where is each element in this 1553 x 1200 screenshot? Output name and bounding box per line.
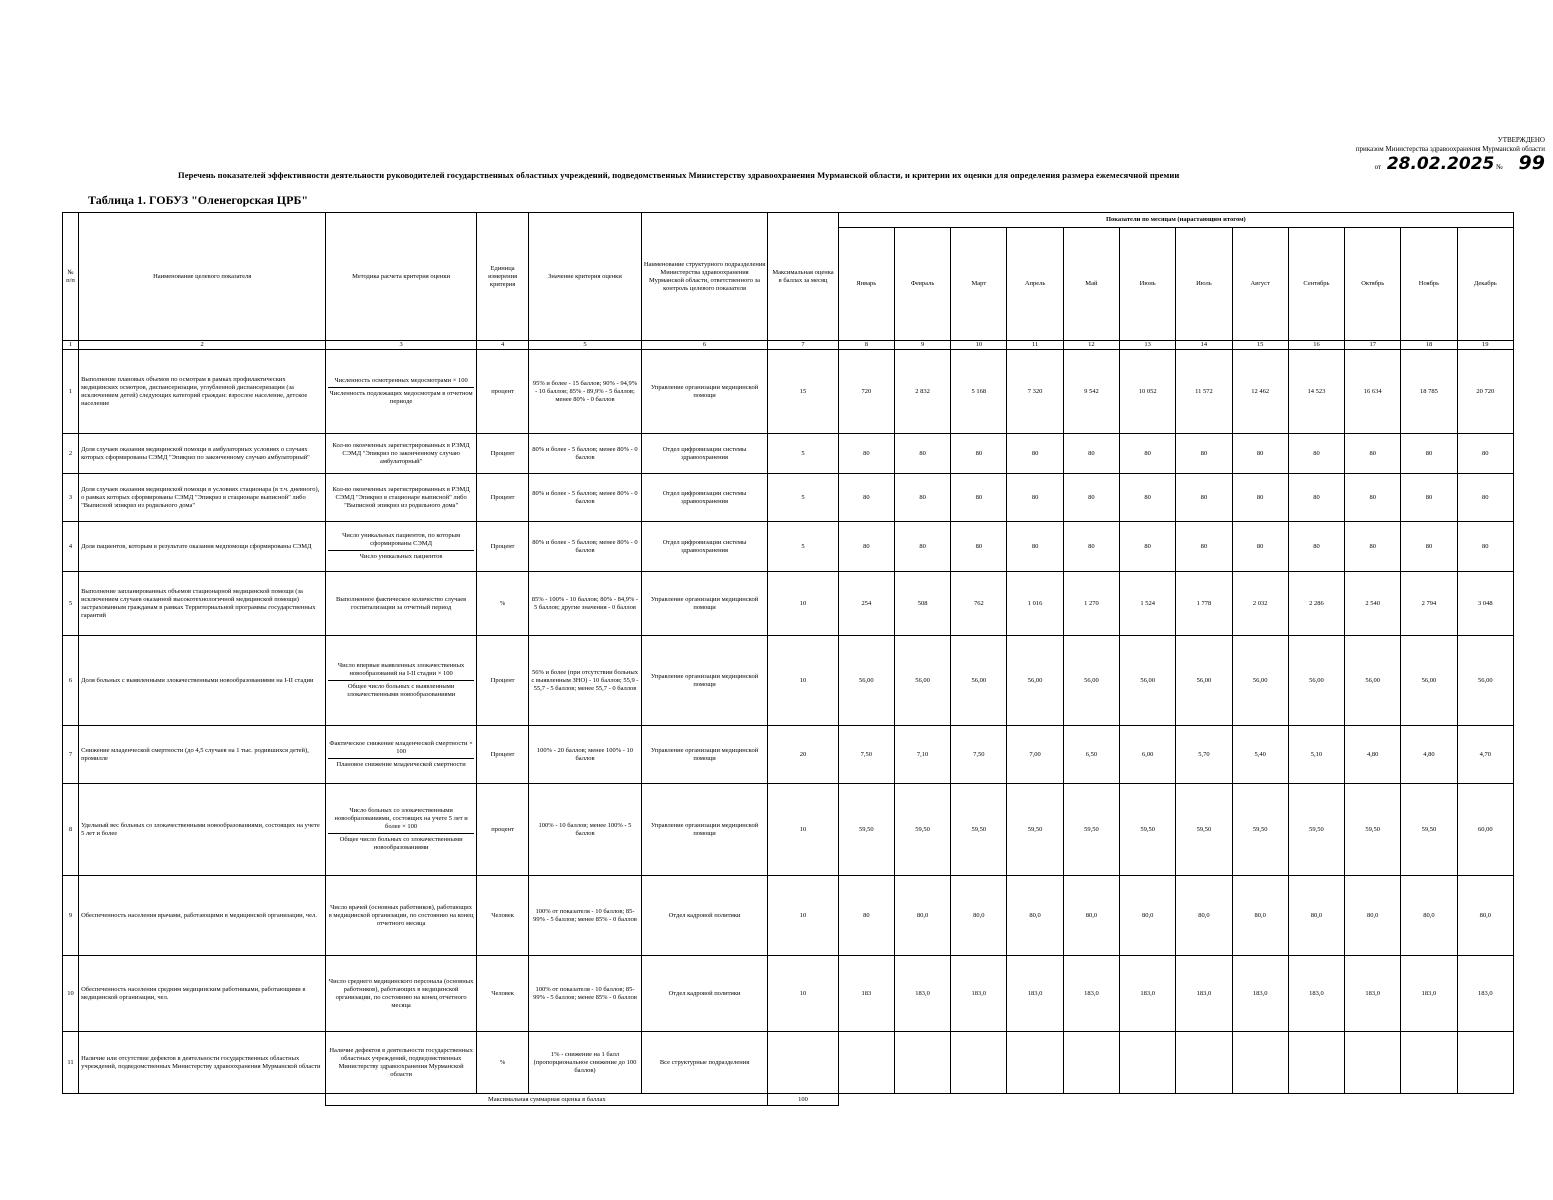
row-method: [326, 636, 477, 726]
month-value: 80: [838, 434, 894, 474]
header-method: Методика расчета критерия оценки: [326, 213, 477, 341]
column-number: 14: [1176, 341, 1232, 350]
month-value: 183: [838, 956, 894, 1032]
document-title: Перечень показателей эффективности деятельности руководителей государственных областных учреждений, подведомственных Министерству здравоохранения Мурманской области, и критерии их оценки для определения размера ежемесячной премии: [178, 170, 1180, 180]
row-unit: Человек: [476, 956, 528, 1032]
header-month: Октябрь: [1345, 228, 1401, 341]
row-dept: Управление организации медицинской помощи: [641, 636, 768, 726]
row-criteria: 100% - 10 баллов; менее 100% - 5 баллов: [529, 784, 642, 876]
row-max: 10: [768, 784, 838, 876]
header-month: Сентябрь: [1288, 228, 1344, 341]
row-unit: Процент: [476, 726, 528, 784]
row-num: 4: [63, 522, 79, 572]
row-name: Доля случаев оказания медицинской помощи в условиях стационара (в т.ч. дневного), о рамках которых сформированы СЭМД "Эпикриз в стационаре выписной" либо "Выписной эпикриз из родильного дома": [79, 474, 326, 522]
row-criteria: 1% - снижение на 1 балл (пропорциональное снижение до 100 баллов): [529, 1032, 642, 1094]
table-row: [63, 522, 1514, 572]
column-number: 15: [1232, 341, 1288, 350]
month-value: 720: [838, 350, 894, 434]
row-criteria: 95% и более - 15 баллов; 90% - 94,9% - 10 баллов; 85% - 89,9% - 5 баллов; менее 80% - 0 баллов: [529, 350, 642, 434]
header-criteria: Значение критерия оценки: [529, 213, 642, 341]
month-value: 56,00: [1007, 636, 1063, 726]
month-value: 80: [1457, 522, 1513, 572]
row-max: 10: [768, 636, 838, 726]
row-method: [326, 474, 477, 522]
method-numerator: Численность осмотренных медосмотрами × 100: [328, 377, 474, 388]
column-number: 16: [1288, 341, 1344, 350]
table-row: [63, 636, 1514, 726]
month-value: [1457, 1032, 1513, 1094]
month-value: 59,50: [951, 784, 1007, 876]
month-value: 59,50: [838, 784, 894, 876]
row-num: 5: [63, 572, 79, 636]
row-dept: Управление организации медицинской помощи: [641, 726, 768, 784]
row-dept: Отдел кадровой политики: [641, 876, 768, 956]
month-value: 5,70: [1176, 726, 1232, 784]
month-value: 56,00: [838, 636, 894, 726]
row-name: Выполнение запланированных объемов стационарной медицинской помощи (за исключением случаев оказанной высокотехнологичной медицинской помощи) застрахованным гражданам в рамках Территориальной программы государственных гарантий: [79, 572, 326, 636]
month-value: 80: [1120, 474, 1176, 522]
month-value: 6,00: [1120, 726, 1176, 784]
month-value: 80: [894, 434, 950, 474]
row-unit: Процент: [476, 636, 528, 726]
header-month: Июнь: [1120, 228, 1176, 341]
method-denominator: Общее число больных с выявленными злокачественными новообразованиями: [347, 683, 456, 698]
month-value: 56,00: [1288, 636, 1344, 726]
month-value: 1 016: [1007, 572, 1063, 636]
header-month: Июль: [1176, 228, 1232, 341]
month-value: 5,10: [1288, 726, 1344, 784]
column-number: 7: [768, 341, 838, 350]
month-value: 5 168: [951, 350, 1007, 434]
month-value: 16 634: [1345, 350, 1401, 434]
row-unit: Человек: [476, 876, 528, 956]
row-num: 3: [63, 474, 79, 522]
table-subtitle: Таблица 1. ГОБУЗ "Оленегорская ЦРБ": [88, 193, 309, 207]
month-value: 59,50: [1007, 784, 1063, 876]
month-value: 254: [838, 572, 894, 636]
total-spacer: [838, 1094, 1513, 1106]
month-value: [1401, 1032, 1457, 1094]
month-value: 2 794: [1401, 572, 1457, 636]
month-value: 2 540: [1345, 572, 1401, 636]
month-value: 4,80: [1401, 726, 1457, 784]
month-value: 56,00: [1345, 636, 1401, 726]
month-value: 80: [838, 474, 894, 522]
month-value: [1345, 1032, 1401, 1094]
month-value: 80: [838, 876, 894, 956]
table-row: [63, 876, 1514, 956]
row-dept: Отдел цифровизации системы здравоохранения: [641, 522, 768, 572]
row-dept: Управление организации медицинской помощи: [641, 350, 768, 434]
month-value: 56,00: [894, 636, 950, 726]
month-value: 80,0: [894, 876, 950, 956]
month-value: 7,10: [894, 726, 950, 784]
month-value: 2 832: [894, 350, 950, 434]
month-value: 7,50: [838, 726, 894, 784]
month-value: 20 720: [1457, 350, 1513, 434]
total-spacer: [63, 1094, 326, 1106]
row-unit: Процент: [476, 474, 528, 522]
row-max: 15: [768, 350, 838, 434]
month-value: 59,50: [894, 784, 950, 876]
row-name: Обеспеченность населения средним медицинским работниками, работающими в медицинской организации, чел.: [79, 956, 326, 1032]
row-unit: Процент: [476, 522, 528, 572]
month-value: 183,0: [951, 956, 1007, 1032]
header-month: Апрель: [1007, 228, 1063, 341]
row-method: [326, 784, 477, 876]
month-value: [1176, 1032, 1232, 1094]
table-row: [63, 434, 1514, 474]
month-value: 80: [1457, 434, 1513, 474]
row-num: 2: [63, 434, 79, 474]
column-number: 13: [1120, 341, 1176, 350]
method-numerator: Фактическое снижение младенческой смертности × 100: [328, 740, 474, 759]
month-value: 80,0: [951, 876, 1007, 956]
month-value: 11 572: [1176, 350, 1232, 434]
method-numerator: Число врачей (основных работников), работающих в медицинской организации, по состоянию на конец отчетного месяца: [328, 903, 474, 927]
row-method: [326, 726, 477, 784]
month-value: 7 320: [1007, 350, 1063, 434]
month-value: 80: [1063, 522, 1119, 572]
approval-label: УТВЕРЖДЕНО: [1497, 136, 1545, 144]
method-denominator: Численность подлежащих медосмотрам в отчетном периоде: [329, 390, 473, 405]
header-unit: Единица измерения критерия: [476, 213, 528, 341]
column-number: 9: [894, 341, 950, 350]
row-criteria: 100% - 20 баллов; менее 100% - 10 баллов: [529, 726, 642, 784]
table-row: [63, 784, 1514, 876]
month-value: 80,0: [1176, 876, 1232, 956]
approval-number-prefix: №: [1496, 163, 1503, 171]
column-number: 12: [1063, 341, 1119, 350]
row-method: [326, 876, 477, 956]
month-value: [951, 1032, 1007, 1094]
row-max: 10: [768, 876, 838, 956]
row-num: 8: [63, 784, 79, 876]
month-value: 59,50: [1176, 784, 1232, 876]
month-value: 80: [1401, 474, 1457, 522]
month-value: [1232, 1032, 1288, 1094]
month-value: 80: [1232, 474, 1288, 522]
month-value: 80: [1288, 474, 1344, 522]
header-month: Май: [1063, 228, 1119, 341]
month-value: 80: [1063, 434, 1119, 474]
month-value: 4,70: [1457, 726, 1513, 784]
month-value: 80: [1457, 474, 1513, 522]
row-method: [326, 434, 477, 474]
row-dept: Отдел кадровой политики: [641, 956, 768, 1032]
month-value: 1 524: [1120, 572, 1176, 636]
row-dept: Все структурные подразделения: [641, 1032, 768, 1094]
row-name: Доля случаев оказания медицинской помощи в амбулаторных условиях о случаях которых сформированы СЭМД "Эпикриз по законченному случаю амбулаторный": [79, 434, 326, 474]
month-value: 80: [1176, 474, 1232, 522]
month-value: 762: [951, 572, 1007, 636]
month-value: 80: [894, 474, 950, 522]
row-name: Доля пациентов, которым в результате оказания медпомощи сформированы СЭМД: [79, 522, 326, 572]
month-value: 80: [894, 522, 950, 572]
row-dept: Управление организации медицинской помощи: [641, 784, 768, 876]
method-numerator: Выполненное фактическое количество случаев госпитализации за отчетный период: [335, 595, 467, 611]
month-value: 9 542: [1063, 350, 1119, 434]
row-max: 10: [768, 572, 838, 636]
row-name: Наличие или отсутствие дефектов в деятельности государственных областных учреждений, подведомственных Министерству здравоохранения Мурманской области: [79, 1032, 326, 1094]
column-number: 4: [476, 341, 528, 350]
month-value: 56,00: [951, 636, 1007, 726]
header-num: № п/п: [63, 213, 79, 341]
row-num: 1: [63, 350, 79, 434]
row-name: Удельный вес больных со злокачественными новообразованиями, состоящих на учете 5 лет и более: [79, 784, 326, 876]
approval-stamp: [1290, 136, 1545, 173]
month-value: 56,00: [1457, 636, 1513, 726]
total-value: 100: [768, 1094, 838, 1106]
month-value: 59,50: [1063, 784, 1119, 876]
row-num: 9: [63, 876, 79, 956]
row-num: 7: [63, 726, 79, 784]
row-method: [326, 572, 477, 636]
header-month: Август: [1232, 228, 1288, 341]
column-number: 8: [838, 341, 894, 350]
method-numerator: Наличие дефектов в деятельности государственных областных учреждений, подведомственных Министерству здравоохранения Мурманской области: [329, 1046, 473, 1078]
row-max: 5: [768, 522, 838, 572]
month-value: 56,00: [1120, 636, 1176, 726]
month-value: 4,80: [1345, 726, 1401, 784]
month-value: [1007, 1032, 1063, 1094]
column-number: 18: [1401, 341, 1457, 350]
table-row: [63, 474, 1514, 522]
month-value: 80: [1063, 474, 1119, 522]
month-value: 80: [1232, 522, 1288, 572]
header-month: Март: [951, 228, 1007, 341]
approval-number: 99: [1518, 152, 1545, 174]
row-method: [326, 956, 477, 1032]
month-value: 80: [1232, 434, 1288, 474]
month-value: [838, 1032, 894, 1094]
month-value: 3 048: [1457, 572, 1513, 636]
row-unit: %: [476, 1032, 528, 1094]
total-row: [63, 1094, 1514, 1106]
table-row: [63, 572, 1514, 636]
header-months-group: Показатели по месяцам (нарастающим итогом): [838, 213, 1513, 228]
row-num: 10: [63, 956, 79, 1032]
method-numerator: Число впервые выявленных злокачественных новообразований на I-II стадии × 100: [328, 662, 474, 681]
table-row: [63, 350, 1514, 434]
month-value: [1063, 1032, 1119, 1094]
row-max: 5: [768, 474, 838, 522]
month-value: 60,00: [1457, 784, 1513, 876]
month-value: 183,0: [1176, 956, 1232, 1032]
column-number: 17: [1345, 341, 1401, 350]
month-value: 80,0: [1120, 876, 1176, 956]
row-method: [326, 522, 477, 572]
month-value: 183,0: [1288, 956, 1344, 1032]
method-denominator: Плановое снижение младенческой смертности: [336, 761, 466, 768]
method-denominator: Общее число больных со злокачественными новообразованиями: [339, 836, 463, 851]
month-value: 56,00: [1401, 636, 1457, 726]
approval-prefix: от: [1374, 163, 1382, 171]
month-value: 183,0: [1345, 956, 1401, 1032]
header-name: Наименование целевого показателя: [79, 213, 326, 341]
month-value: 2 286: [1288, 572, 1344, 636]
row-unit: %: [476, 572, 528, 636]
month-value: 80: [1345, 522, 1401, 572]
month-value: 183,0: [1457, 956, 1513, 1032]
month-value: 80: [1401, 434, 1457, 474]
month-value: 80: [1288, 522, 1344, 572]
month-value: 59,50: [1288, 784, 1344, 876]
column-number: 6: [641, 341, 768, 350]
row-name: Обеспеченность населения врачами, работающими в медицинской организации, чел.: [79, 876, 326, 956]
column-number: 19: [1457, 341, 1513, 350]
month-value: 80,0: [1232, 876, 1288, 956]
month-value: 508: [894, 572, 950, 636]
row-criteria: 56% и более (при отсутствии больных с выявленным ЗНО) - 10 баллов; 55,9 - 55,7 - 5 баллов; менее 55,7 - 0 баллов: [529, 636, 642, 726]
month-value: 7,00: [1007, 726, 1063, 784]
row-num: 6: [63, 636, 79, 726]
header-dept: Наименование структурного подразделения Министерства здравоохранения Мурманской области, ответственного за контроль целевого показателя: [641, 213, 768, 341]
method-numerator: Число среднего медицинского персонала (основных работников), работающих в медицинской организации, по состоянию на конец отчетного месяца: [328, 977, 474, 1009]
row-criteria: 80% и более - 5 баллов; менее 80% - 0 баллов: [529, 434, 642, 474]
month-value: 80: [1288, 434, 1344, 474]
column-number: 10: [951, 341, 1007, 350]
month-value: 18 785: [1401, 350, 1457, 434]
month-value: 80: [1120, 434, 1176, 474]
row-max: 10: [768, 956, 838, 1032]
row-name: Доля больных с выявленными злокачественными новообразованиями на I-II стадии: [79, 636, 326, 726]
month-value: 80: [951, 434, 1007, 474]
month-value: 183,0: [1232, 956, 1288, 1032]
indicators-table: [62, 212, 1514, 1106]
row-method: [326, 350, 477, 434]
method-numerator: Кол-во оконченных зарегистрированных в РЭМД СЭМД "Эпикриз по законченному случаю амбулаторный": [332, 441, 470, 465]
month-value: 183,0: [1007, 956, 1063, 1032]
row-criteria: 80% и более - 5 баллов; менее 80% - 0 баллов: [529, 522, 642, 572]
approval-date: 28.02.2025: [1386, 154, 1495, 174]
month-value: 80,0: [1457, 876, 1513, 956]
month-value: 80: [1007, 522, 1063, 572]
row-criteria: 85% - 100% - 10 баллов; 80% - 84,9% - 5 баллов; другие значения - 0 баллов: [529, 572, 642, 636]
month-value: 1 270: [1063, 572, 1119, 636]
row-criteria: 100% от показателя - 10 баллов; 85-99% - 5 баллов; менее 85% - 0 баллов: [529, 956, 642, 1032]
month-value: 80: [1176, 434, 1232, 474]
method-numerator: Число больных со злокачественными новообразованиями, состоящих на учете 5 лет и более × 100: [328, 807, 474, 834]
row-dept: Отдел цифровизации системы здравоохранения: [641, 474, 768, 522]
approval-line: приказом Министерства здравоохранения Мурманской области: [1355, 145, 1545, 153]
row-max: 20: [768, 726, 838, 784]
method-denominator: Число уникальных пациентов: [359, 553, 443, 560]
month-value: 56,00: [1232, 636, 1288, 726]
month-value: 59,50: [1120, 784, 1176, 876]
month-value: [894, 1032, 950, 1094]
month-value: 183,0: [1063, 956, 1119, 1032]
month-value: 80,0: [1007, 876, 1063, 956]
month-value: 59,50: [1401, 784, 1457, 876]
month-value: 56,00: [1176, 636, 1232, 726]
month-value: 80: [1176, 522, 1232, 572]
month-value: 14 523: [1288, 350, 1344, 434]
month-value: 80,0: [1288, 876, 1344, 956]
row-criteria: 100% от показателя - 10 баллов; 85-99% - 5 баллов; менее 85% - 0 баллов: [529, 876, 642, 956]
table-row: [63, 956, 1514, 1032]
row-name: Выполнение плановых объемов по осмотрам в рамках профилактических медицинских осмотров, диспансеризации, углубленной диспансеризации (за исключением детей) следующих категорий граждан: взрослое население, детское население: [79, 350, 326, 434]
month-value: 12 462: [1232, 350, 1288, 434]
header-month: Февраль: [894, 228, 950, 341]
method-numerator: Число уникальных пациентов, по которым сформированы СЭМД: [328, 532, 474, 551]
row-unit: процент: [476, 784, 528, 876]
header-month: Ноябрь: [1401, 228, 1457, 341]
month-value: [1120, 1032, 1176, 1094]
month-value: 80,0: [1401, 876, 1457, 956]
column-number: 5: [529, 341, 642, 350]
row-criteria: 80% и более - 5 баллов; менее 80% - 0 баллов: [529, 474, 642, 522]
month-value: 59,50: [1232, 784, 1288, 876]
column-number: 3: [326, 341, 477, 350]
row-dept: Отдел цифровизации системы здравоохранения: [641, 434, 768, 474]
row-method: [326, 1032, 477, 1094]
month-value: 80: [838, 522, 894, 572]
row-unit: процент: [476, 350, 528, 434]
method-numerator: Кол-во оконченных зарегистрированных в РЭМД СЭМД "Эпикриз в стационаре выписной" либо "Выписной эпикриз из родильного дома": [332, 485, 470, 509]
column-number: 2: [79, 341, 326, 350]
header-month: Декабрь: [1457, 228, 1513, 341]
row-unit: Процент: [476, 434, 528, 474]
month-value: 80: [951, 474, 1007, 522]
month-value: 80: [1345, 434, 1401, 474]
header-month: Январь: [838, 228, 894, 341]
month-value: 80: [1120, 522, 1176, 572]
month-value: 183,0: [894, 956, 950, 1032]
month-value: 10 052: [1120, 350, 1176, 434]
month-value: 80,0: [1345, 876, 1401, 956]
month-value: 1 778: [1176, 572, 1232, 636]
month-value: 80: [1007, 434, 1063, 474]
total-label: Максимальная суммарная оценка в баллах: [326, 1094, 768, 1106]
month-value: 80,0: [1063, 876, 1119, 956]
month-value: 80: [1345, 474, 1401, 522]
month-value: [1288, 1032, 1344, 1094]
table-row: [63, 1032, 1514, 1094]
row-name: Снижение младенческой смертности (до 4,5 случаев на 1 тыс. родившихся детей), промилле: [79, 726, 326, 784]
header-max: Максимальная оценка в баллах за месяц: [768, 213, 838, 341]
month-value: 80: [1401, 522, 1457, 572]
column-number: 11: [1007, 341, 1063, 350]
month-value: 7,50: [951, 726, 1007, 784]
row-max: 5: [768, 434, 838, 474]
column-number: 1: [63, 341, 79, 350]
month-value: 59,50: [1345, 784, 1401, 876]
month-value: 80: [1007, 474, 1063, 522]
month-value: 56,00: [1063, 636, 1119, 726]
month-value: 80: [951, 522, 1007, 572]
month-value: 183,0: [1120, 956, 1176, 1032]
month-value: 183,0: [1401, 956, 1457, 1032]
month-value: 2 032: [1232, 572, 1288, 636]
row-dept: Управление организации медицинской помощи: [641, 572, 768, 636]
table-row: [63, 726, 1514, 784]
row-max: [768, 1032, 838, 1094]
month-value: 5,40: [1232, 726, 1288, 784]
row-num: 11: [63, 1032, 79, 1094]
month-value: 6,50: [1063, 726, 1119, 784]
